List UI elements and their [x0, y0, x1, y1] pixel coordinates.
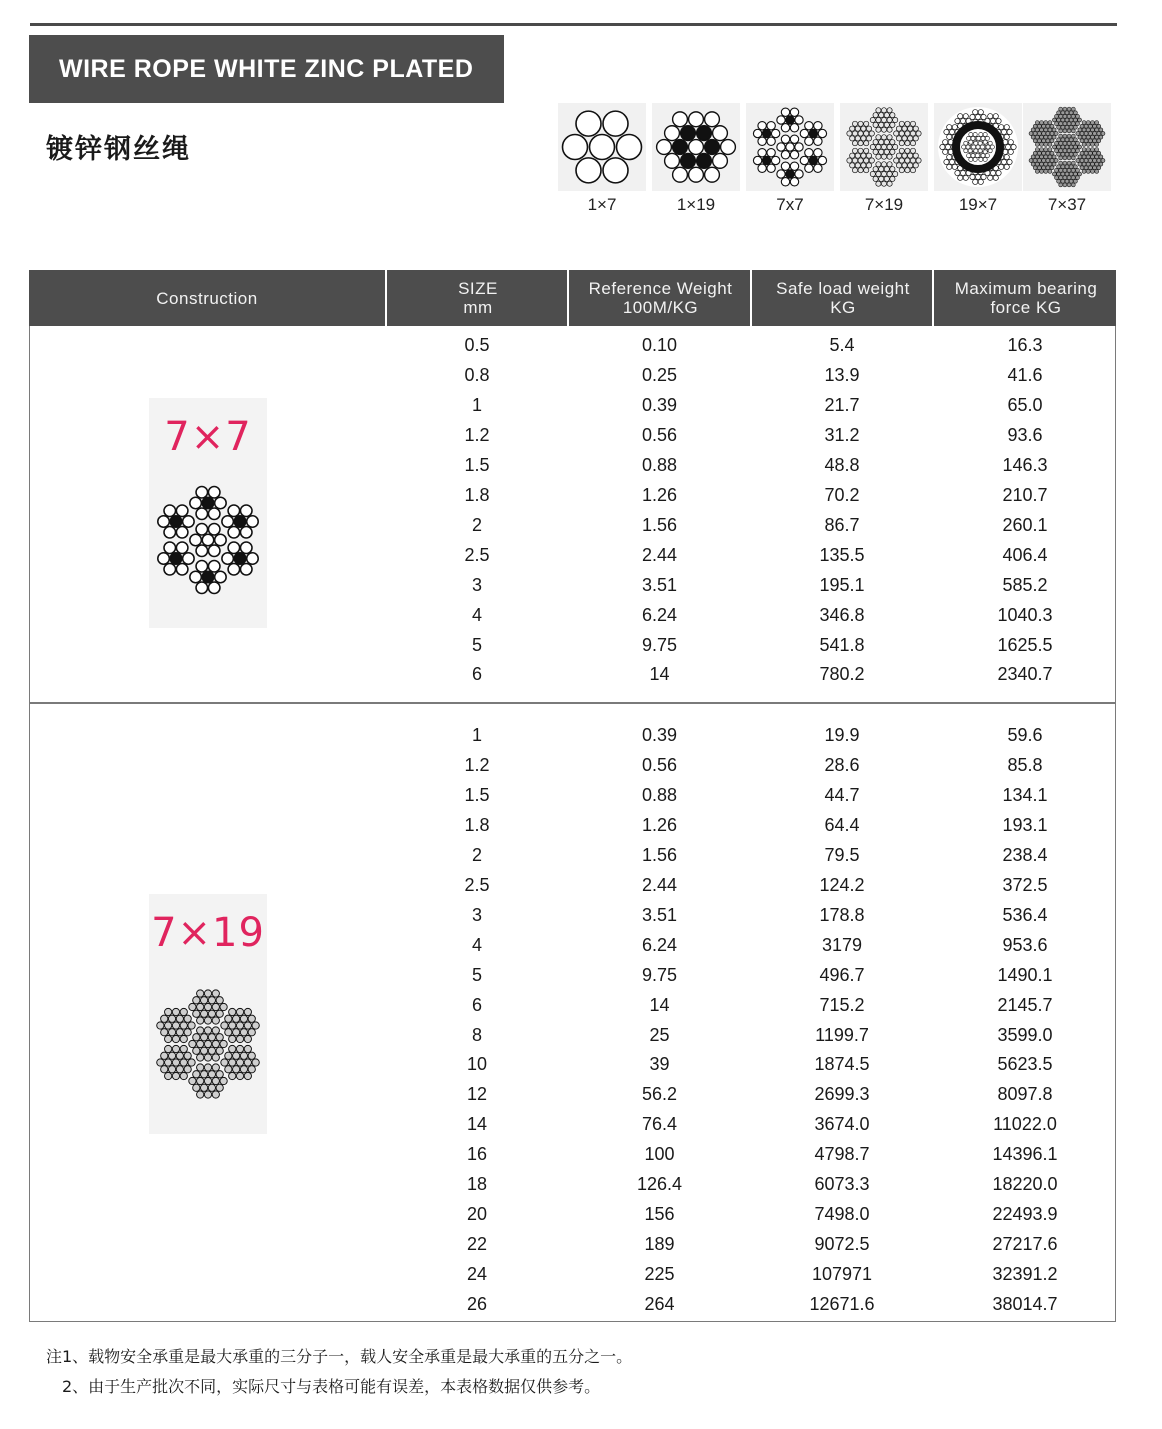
table-row: [30, 780, 1115, 810]
table-cell: 0.88: [641, 784, 678, 805]
table-cell: 225: [644, 1264, 675, 1285]
table-cell: 2.5: [464, 874, 490, 895]
table-cell: 195.1: [819, 574, 865, 595]
table-row: [30, 1079, 1115, 1109]
table-cell: 59.6: [1007, 725, 1043, 745]
table-cell: 3599.0: [997, 1024, 1053, 1045]
table-row: [30, 540, 1115, 570]
table-cell: 1199.7: [815, 1024, 869, 1045]
table-cell: 372.5: [1002, 874, 1048, 895]
table-cell: 86.7: [824, 514, 860, 535]
table-cell: 536.4: [1002, 904, 1048, 925]
table-row: [30, 510, 1115, 540]
column-header-text: SIZE: [458, 279, 498, 298]
table-cell: 1.56: [641, 844, 678, 865]
rope-19x7-icon: [934, 103, 1022, 191]
table-cell: 0.25: [641, 364, 678, 385]
table-cell: 14396.1: [992, 1144, 1058, 1165]
table-cell: 1.56: [641, 514, 678, 535]
table-row: [30, 1049, 1115, 1079]
table-cell: 56.2: [641, 1084, 678, 1105]
table-cell: 14: [649, 664, 670, 685]
table-cell: 3: [471, 904, 482, 925]
table-cell: 8: [471, 1024, 482, 1045]
table-cell: 1.26: [641, 484, 678, 505]
rope-1x7-icon: [558, 103, 646, 191]
table-row: [30, 330, 1115, 360]
table-cell: 780.2: [819, 664, 865, 685]
table-cell: 238.4: [1002, 844, 1048, 865]
table-cell: 9072.5: [814, 1234, 870, 1255]
table-cell: 1.5: [464, 454, 490, 475]
column-header-3: [750, 270, 934, 326]
table-cell: 14: [649, 994, 670, 1015]
page-title: WIRE ROPE WHITE ZINC PLATED: [29, 35, 504, 103]
table-row: [30, 1289, 1115, 1319]
column-header-2: [567, 270, 752, 326]
table-cell: 0.39: [641, 394, 678, 415]
column-header-text: 100M/KG: [622, 298, 699, 317]
table-cell: 0.5: [464, 335, 490, 355]
column-header-text: Construction: [156, 288, 258, 308]
column-header-text: force KG: [990, 298, 1062, 317]
table-cell: 178.8: [819, 904, 865, 925]
table-cell: 85.8: [1007, 754, 1043, 775]
table-row: [30, 1109, 1115, 1139]
table-row: [30, 750, 1115, 780]
table-cell: 953.6: [1002, 934, 1048, 955]
table-cell: 18: [466, 1174, 488, 1195]
table-cell: 31.2: [824, 424, 860, 445]
rope-type-label: 1×19: [676, 195, 716, 214]
table-cell: 4: [471, 604, 482, 625]
table-row: [30, 390, 1115, 420]
table-cell: 70.2: [824, 484, 860, 505]
table-cell: 16.3: [1007, 335, 1043, 355]
table-cell: 193.1: [1002, 814, 1048, 835]
table-cell: 1625.5: [997, 634, 1053, 655]
table-row: [30, 450, 1115, 480]
top-rule: [30, 23, 1117, 26]
table-cell: 1.8: [464, 814, 490, 835]
table-cell: 39: [649, 1054, 670, 1075]
table-cell: 12671.6: [809, 1294, 875, 1315]
table-cell: 24: [466, 1264, 488, 1285]
notes: [46, 1342, 632, 1402]
table-row: [30, 720, 1115, 750]
table-cell: 2.44: [641, 544, 678, 565]
table-cell: 0.8: [464, 364, 490, 385]
table-row: [30, 870, 1115, 900]
table-cell: 0.10: [641, 335, 678, 355]
table-row: [30, 1020, 1115, 1050]
table-cell: 107971: [811, 1264, 873, 1285]
table-cell: 0.39: [641, 725, 678, 745]
table-cell: 0.56: [641, 424, 678, 445]
table-cell: 3674.0: [814, 1114, 870, 1135]
table-cell: 189: [644, 1234, 675, 1255]
table-cell: 0.56: [641, 754, 678, 775]
table-cell: 25: [649, 1024, 670, 1045]
rope-7x37-icon: [1023, 103, 1111, 191]
table-cell: 1.8: [464, 484, 490, 505]
table-cell: 2699.3: [814, 1084, 870, 1105]
rope-type-5: [1023, 103, 1115, 214]
table-row: [30, 990, 1115, 1020]
table-cell: 20: [466, 1204, 488, 1225]
table-row: [30, 900, 1115, 930]
column-header-0: [29, 270, 385, 326]
column-header-text: Reference Weight: [588, 279, 733, 298]
rope-7x19-icon: [840, 103, 928, 191]
rope-type-label: 7×37: [1047, 195, 1087, 214]
table-cell: 6.24: [641, 934, 678, 955]
table-cell: 2340.7: [997, 664, 1053, 685]
table-cell: 3179: [821, 934, 863, 955]
column-header-1: [385, 270, 569, 326]
table-cell: 1.2: [464, 424, 490, 445]
table-cell: 6: [471, 664, 482, 685]
table-cell: 3.51: [641, 574, 678, 595]
table-cell: 8097.8: [997, 1084, 1053, 1105]
table-cell: 5.4: [829, 335, 855, 355]
table-cell: 16: [466, 1144, 488, 1165]
table-cell: 76.4: [641, 1114, 678, 1135]
table-cell: 1.26: [641, 814, 678, 835]
table-row: [30, 960, 1115, 990]
table-cell: 126.4: [636, 1174, 683, 1195]
table-cell: 12: [466, 1084, 488, 1105]
table-row: [30, 1139, 1115, 1169]
table-row: [30, 480, 1115, 510]
table-cell: 9.75: [641, 964, 678, 985]
table-cell: 100: [644, 1144, 675, 1165]
table-row: [30, 840, 1115, 870]
table-cell: 11022.0: [993, 1114, 1057, 1135]
table-row: [30, 1199, 1115, 1229]
rope-type-2: [746, 103, 838, 214]
table-section-1: [29, 326, 1116, 703]
column-header-text: mm: [463, 298, 493, 317]
table-cell: 6.24: [641, 604, 678, 625]
rope-type-label: 19×7: [958, 195, 998, 214]
construction-label: 7×7: [164, 414, 252, 460]
table-row: [30, 930, 1115, 960]
table-cell: 4: [471, 934, 482, 955]
table-cell: 2: [471, 844, 482, 865]
table-cell: 585.2: [1002, 574, 1048, 595]
table-cell: 79.5: [824, 844, 860, 865]
table-cell: 21.7: [824, 394, 860, 415]
table-cell: 260.1: [1002, 514, 1048, 535]
table-cell: 1874.5: [814, 1054, 870, 1075]
rope-types-strip: [555, 103, 1115, 223]
column-header-text: Maximum bearing: [954, 279, 1098, 298]
table-cell: 38014.7: [992, 1294, 1058, 1315]
table-cell: 41.6: [1007, 364, 1043, 385]
rope-type-0: [558, 103, 650, 214]
column-header-text: Safe load weight: [776, 279, 910, 298]
table-section-2: [29, 703, 1116, 1322]
table-cell: 26: [466, 1294, 488, 1315]
table-cell: 48.8: [824, 454, 860, 475]
table-header: [29, 270, 1116, 326]
table-cell: 156: [644, 1204, 675, 1225]
table-cell: 2: [471, 514, 482, 535]
table-cell: 9.75: [641, 634, 678, 655]
table-cell: 5: [471, 634, 482, 655]
table-cell: 210.7: [1002, 484, 1048, 505]
table-cell: 2.44: [641, 874, 678, 895]
table-cell: 146.3: [1002, 454, 1048, 475]
table-cell: 22: [466, 1234, 488, 1255]
rope-type-4: [934, 103, 1026, 214]
table-cell: 496.7: [819, 964, 865, 985]
table-cell: 65.0: [1007, 394, 1043, 415]
table-row: [30, 810, 1115, 840]
table-cell: 64.4: [824, 814, 860, 835]
table-cell: 3.51: [641, 904, 678, 925]
table-cell: 3: [471, 574, 482, 595]
table-cell: 1: [471, 394, 482, 415]
table-cell: 7498.0: [814, 1204, 870, 1225]
table-cell: 715.2: [819, 994, 865, 1015]
page-subtitle: 镀锌钢丝绳: [46, 134, 191, 165]
table-row: [30, 420, 1115, 450]
table-cell: 406.4: [1002, 544, 1048, 565]
note-1: 注1、载物安全承重是最大承重的三分子一，载人安全承重是最大承重的五分之一。: [46, 1347, 633, 1366]
table-cell: 1.5: [464, 784, 490, 805]
table-cell: 4798.7: [814, 1144, 870, 1165]
table-cell: 5: [471, 964, 482, 985]
rope-type-1: [652, 103, 744, 214]
rope-type-label: 7×19: [864, 195, 904, 214]
table-cell: 1: [471, 725, 482, 745]
table-cell: 22493.9: [992, 1204, 1058, 1225]
table-cell: 28.6: [824, 754, 860, 775]
table-cell: 6: [471, 994, 482, 1015]
table-cell: 14: [466, 1114, 488, 1135]
table-cell: 93.6: [1007, 424, 1043, 445]
table-cell: 0.88: [641, 454, 678, 475]
table-row: [30, 600, 1115, 630]
rope-type-3: [840, 103, 932, 214]
table-cell: 19.9: [824, 725, 860, 745]
table-cell: 32391.2: [992, 1264, 1058, 1285]
construction-label: 7×19: [151, 910, 265, 956]
table-row: [30, 659, 1115, 689]
table-row: [30, 1169, 1115, 1199]
table-cell: 2.5: [464, 544, 490, 565]
table-row: [30, 1259, 1115, 1289]
table-cell: 2145.7: [997, 994, 1053, 1015]
note-2: 2、由于生产批次不同，实际尺寸与表格可能有误差，本表格数据仅供参考。: [62, 1377, 601, 1396]
table-row: [30, 1229, 1115, 1259]
table-row: [30, 630, 1115, 660]
table-cell: 27217.6: [992, 1234, 1058, 1255]
table-cell: 134.1: [1002, 784, 1048, 805]
table-row: [30, 570, 1115, 600]
table-cell: 541.8: [819, 634, 865, 655]
table-cell: 1040.3: [997, 604, 1053, 625]
rope-1x19-icon: [652, 103, 740, 191]
rope-type-label: 1×7: [587, 195, 617, 214]
table-cell: 10: [466, 1054, 488, 1075]
table-cell: 1490.1: [997, 964, 1053, 985]
rope-7x7-icon: [746, 103, 834, 191]
column-header-text: KG: [830, 298, 856, 317]
column-header-4: [932, 270, 1118, 326]
table-cell: 264: [644, 1294, 675, 1315]
table-cell: 135.5: [819, 544, 865, 565]
table-cell: 1.2: [464, 754, 490, 775]
table-cell: 346.8: [819, 604, 865, 625]
rope-type-label: 7x7: [776, 195, 804, 214]
table-cell: 44.7: [824, 784, 860, 805]
spec-table: [29, 270, 1116, 1322]
table-cell: 13.9: [824, 364, 860, 385]
table-row: [30, 360, 1115, 390]
table-cell: 124.2: [819, 874, 865, 895]
table-cell: 18220.0: [992, 1174, 1058, 1195]
table-cell: 5623.5: [997, 1054, 1053, 1075]
table-cell: 6073.3: [814, 1174, 870, 1195]
